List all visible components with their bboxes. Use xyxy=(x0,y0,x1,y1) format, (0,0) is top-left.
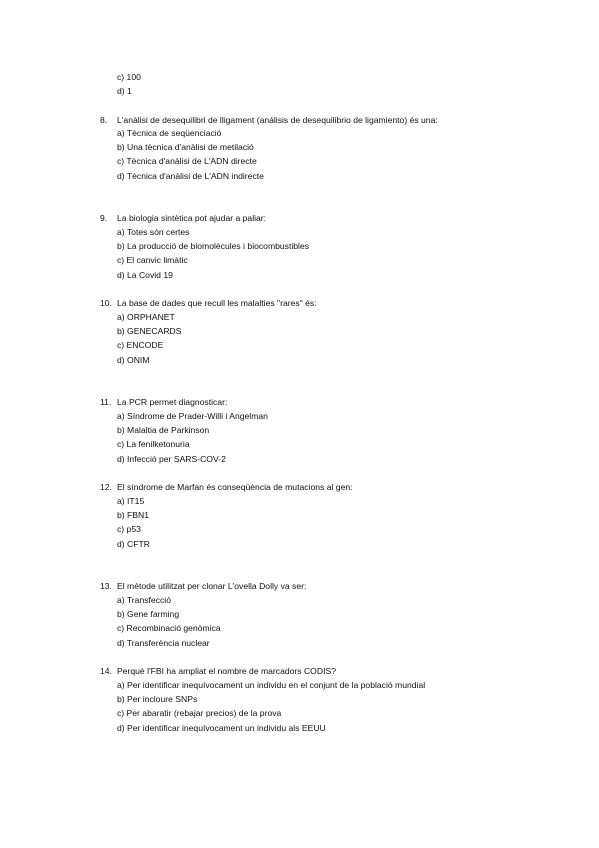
option: b) Malaltia de Parkinson xyxy=(117,425,210,435)
question-text: Perquè l'FBI ha ampliat el nombre de marcadors CODIS? xyxy=(117,666,336,676)
option: c) ENCODE xyxy=(117,340,164,350)
option: a) Totes són certes xyxy=(117,227,190,237)
option: d) Per identificar inequívocament un individu als EEUU xyxy=(117,723,326,733)
option: c) Tècnica d'anàlisi de L'ADN directe xyxy=(117,156,257,166)
question-text: El mètode utilitzat per clonar L'ovella Dolly va ser: xyxy=(117,581,307,591)
question-text: La PCR permet diagnosticar: xyxy=(117,397,228,407)
question-text: L'anàlisi de desequilibri de lligament (análisis de desequilibrio de ligamiento) és una: xyxy=(117,115,438,125)
option: b) Per incloure SNPs xyxy=(117,694,198,704)
question-number: 8. xyxy=(100,115,108,125)
option: d) La Covid 19 xyxy=(117,270,173,280)
option: a) ORPHANET xyxy=(117,312,175,322)
question-text: La base de dades que recull les malalties "rares" és: xyxy=(117,298,317,308)
option: b) Gene farming xyxy=(117,609,180,619)
option: d) CFTR xyxy=(117,539,150,549)
option: d) Infecció per SARS-COV-2 xyxy=(117,454,226,464)
option: b) Una tècnica d'anàlisi de metilació xyxy=(117,142,254,152)
question-number: 11. xyxy=(100,397,112,407)
option: c) Recombinació genòmica xyxy=(117,623,221,633)
option: b) La producció de biomolècules i biocombustibles xyxy=(117,241,310,251)
option: a) Per identificar inequívocament un individu en el conjunt de la població mundial xyxy=(117,680,426,690)
option: c) La fenilketonuria xyxy=(117,439,190,449)
option: b) FBN1 xyxy=(117,510,149,520)
option: b) GENECARDS xyxy=(117,326,182,336)
option: a) Transfecció xyxy=(117,595,171,605)
question-number: 10. xyxy=(100,298,112,308)
question-number: 13. xyxy=(100,581,112,591)
question-text: La biologia sintètica pot ajudar a paliar: xyxy=(117,213,267,223)
option: c) p53 xyxy=(117,524,141,534)
question-number: 14. xyxy=(100,666,112,676)
question-number: 9. xyxy=(100,213,108,223)
option: a) Síndrome de Prader-Willi i Angelman xyxy=(117,411,268,421)
question-number: 12. xyxy=(100,482,112,492)
option: a) Tècnica de seqüenciació xyxy=(117,128,222,138)
option: d) Tècnica d'anàlisi de L'ADN indirecte xyxy=(117,171,264,181)
carryover-option-d: d) 1 xyxy=(117,86,132,96)
option: c) Per abaratir (rebajar precios) de la prova xyxy=(117,708,282,718)
question-text: El síndrome de Marfan és conseqüència de mutacions al gen: xyxy=(117,482,353,492)
carryover-option-c: c) 100 xyxy=(117,72,141,82)
option: a) IT15 xyxy=(117,496,145,506)
option: d) ONIM xyxy=(117,355,150,365)
option: c) El canvic limàtic xyxy=(117,255,188,265)
option: d) Transferència nuclear xyxy=(117,638,210,648)
